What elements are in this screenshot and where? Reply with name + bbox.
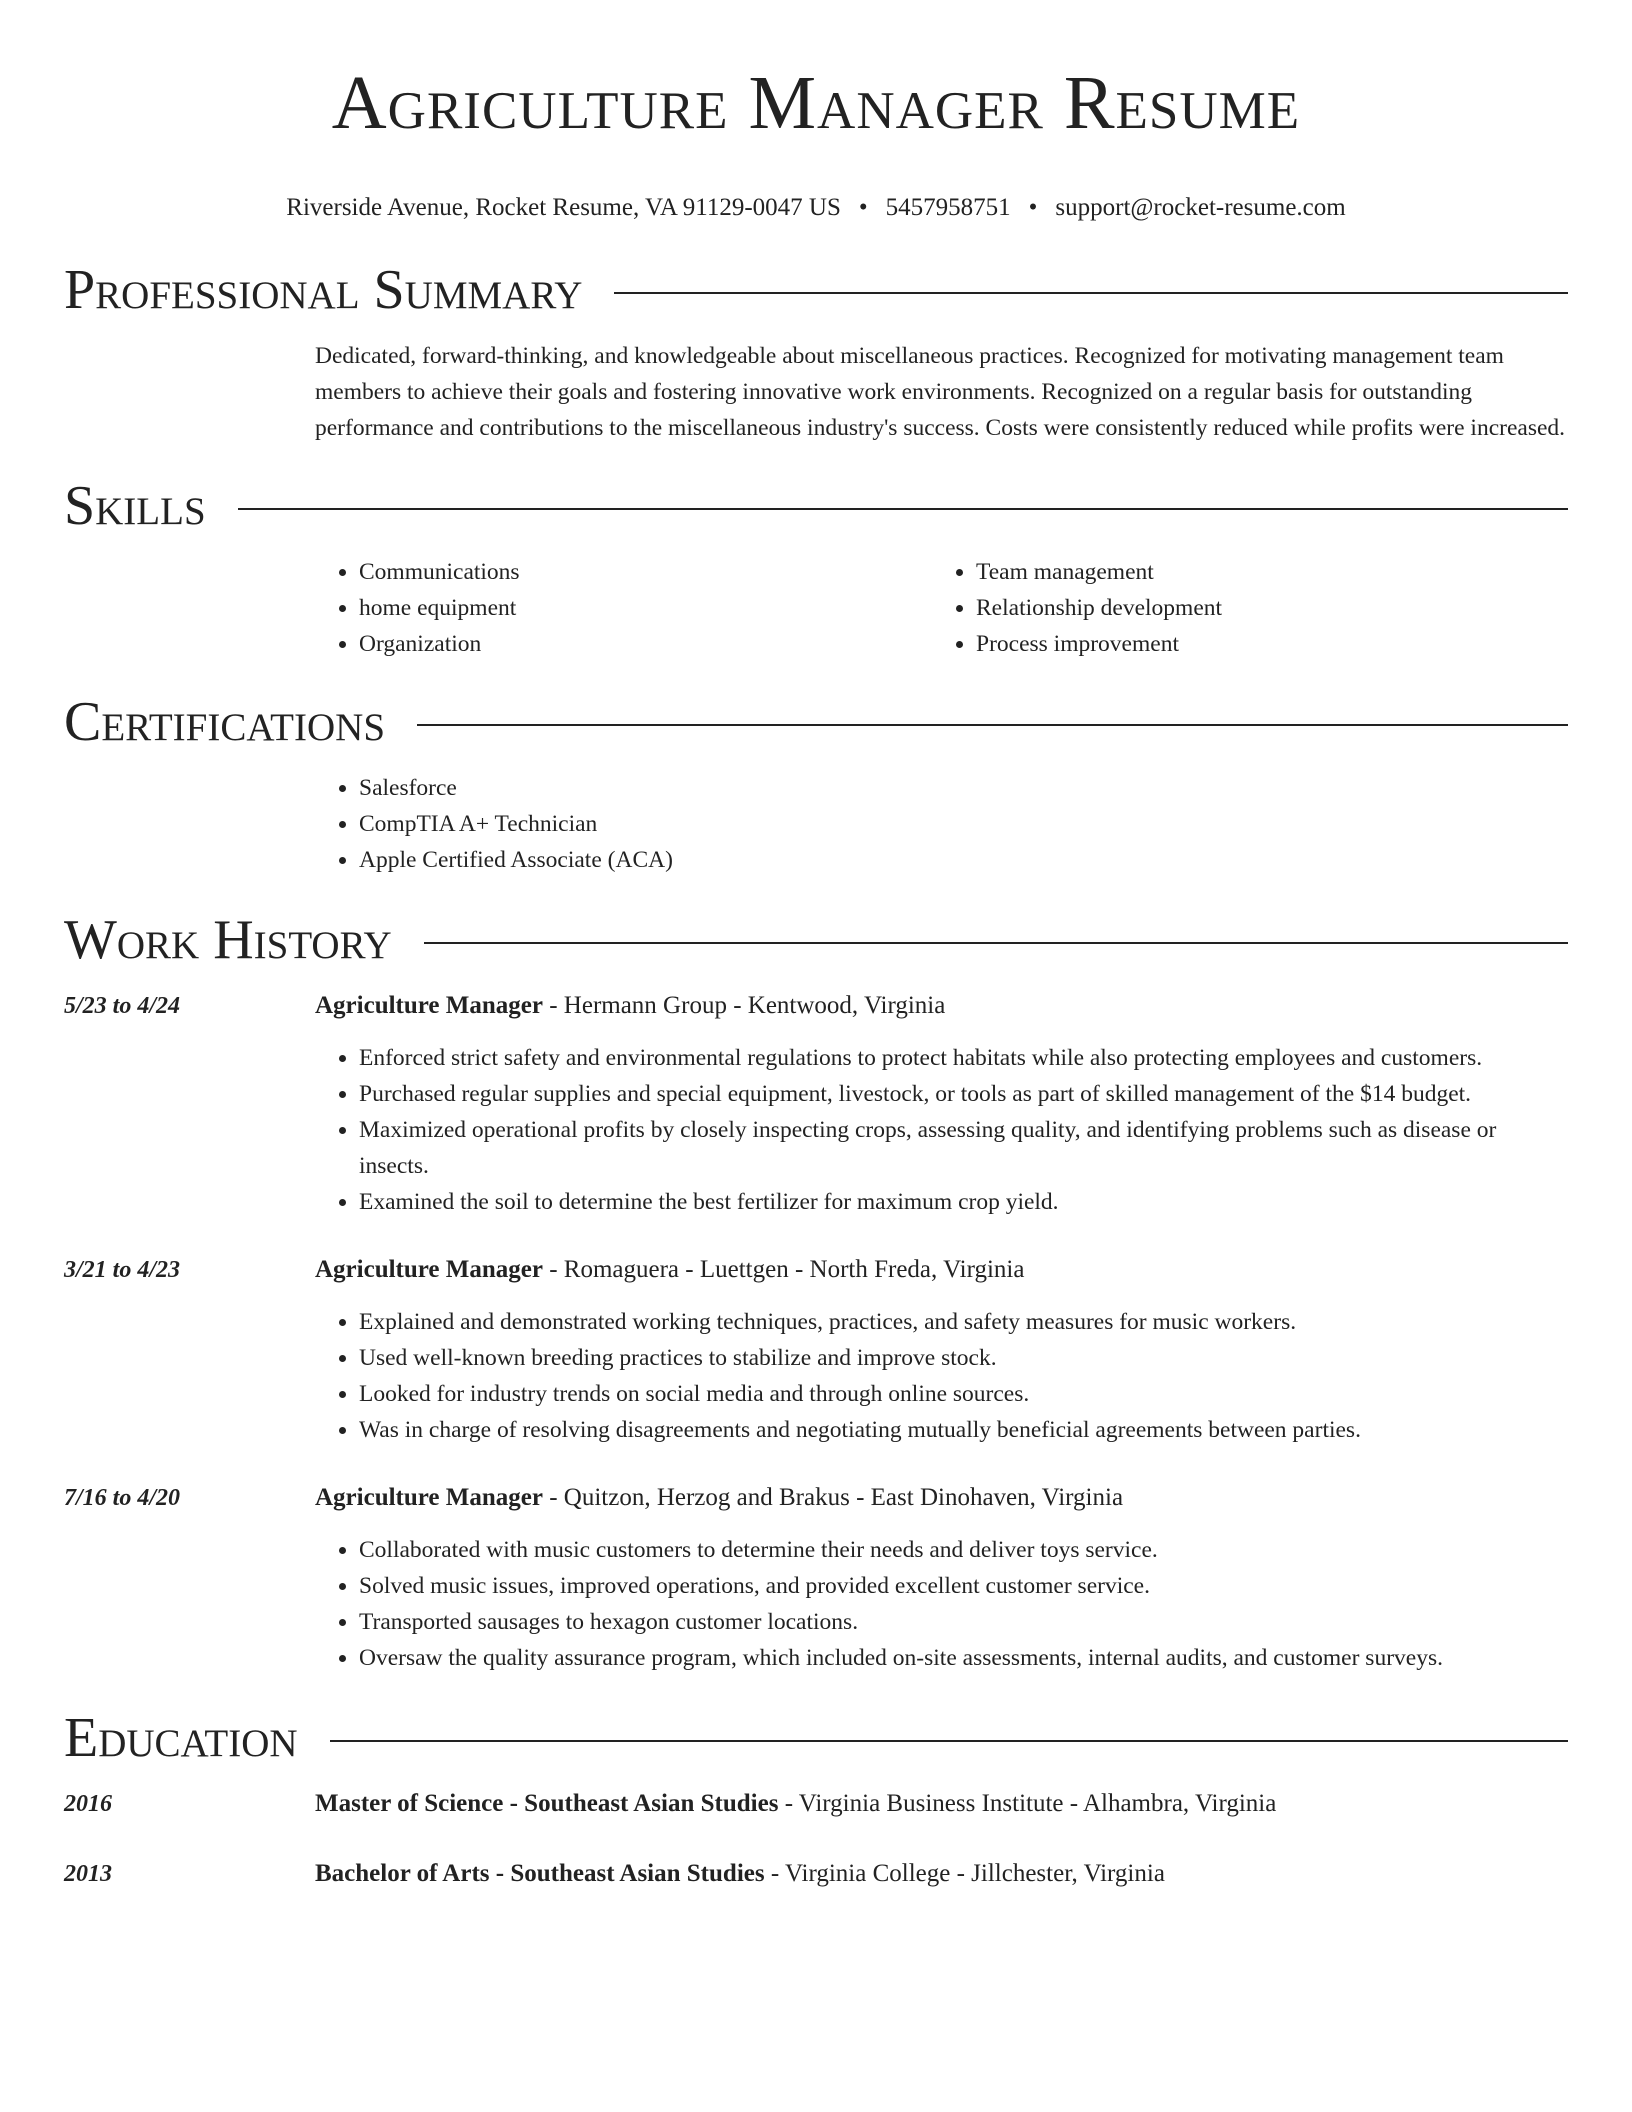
page-title: Agriculture Manager Resume [331, 61, 1301, 145]
section-divider [424, 942, 1568, 944]
certification-item: • Apple Certified Associate (ACA) [359, 842, 1568, 878]
education-heading: Education [64, 1707, 298, 1769]
work-bullet: • Oversaw the quality assurance program, which included on-site assessments, internal audits, and customer surveys. [359, 1640, 1568, 1676]
section-divider [614, 292, 1568, 294]
certifications-heading: Certifications [64, 691, 386, 753]
work-dates: 3/21 to 4/23 [64, 1257, 181, 1283]
skill-item: • Process improvement [976, 626, 1568, 662]
work-entry [64, 1252, 1568, 1448]
work-bullet: • Examined the soil to determine the best fertilizer for maximum crop yield. [359, 1184, 1568, 1220]
education-entry [64, 1856, 1568, 1892]
work-history-heading: Work History [64, 909, 392, 971]
skill-item: • Relationship development [976, 590, 1568, 626]
work-heading [315, 1480, 1568, 1516]
certifications-list [315, 770, 1568, 878]
contact-separator: • [858, 194, 868, 221]
skill-item: • Organization [359, 626, 932, 662]
contact-email: support@rocket-resume.com [1055, 194, 1346, 221]
skills-heading: Skills [64, 475, 206, 537]
work-content [315, 1480, 1568, 1676]
work-heading [315, 1252, 1568, 1288]
work-content [315, 988, 1568, 1220]
section-divider [238, 508, 1568, 510]
skills-column-right [932, 554, 1568, 662]
work-dates: 5/23 to 4/24 [64, 993, 181, 1019]
certification-item: • CompTIA A+ Technician [359, 806, 1568, 842]
work-bullet: • Enforced strict safety and environmental regulations to protect habitats while also protecting employees and customers. [359, 1040, 1568, 1076]
job-details: - Romaguera - Luettgen - North Freda, Virginia [542, 1256, 1025, 1283]
work-dates: 7/16 to 4/20 [64, 1485, 181, 1511]
skills-section-header [64, 470, 1568, 542]
section-divider [330, 1740, 1568, 1742]
education-details: - Virginia College - Jillchester, Virginia [764, 1860, 1165, 1887]
job-title: Agriculture Manager [315, 992, 543, 1019]
education-year: 2016 [64, 1791, 112, 1817]
job-title: Agriculture Manager [315, 1484, 543, 1511]
work-bullets [315, 1040, 1568, 1220]
work-content [315, 1252, 1568, 1448]
skills-column-left [315, 554, 932, 662]
skill-item: • Communications [359, 554, 932, 590]
job-details: - Hermann Group - Kentwood, Virginia [542, 992, 946, 1019]
work-entry [64, 988, 1568, 1220]
job-details: - Quitzon, Herzog and Brakus - East Dinohaven, Virginia [542, 1484, 1124, 1511]
education-section-header [64, 1702, 1568, 1774]
section-divider [417, 724, 1568, 726]
work-bullets [315, 1532, 1568, 1676]
degree: Master of Science - Southeast Asian Studies [315, 1790, 779, 1817]
work-bullet: • Maximized operational profits by closely inspecting crops, assessing quality, and identifying problems such as disease or insects. [359, 1112, 1568, 1184]
summary-text: Dedicated, forward-thinking, and knowledgeable about miscellaneous practices. Recognized for motivating management team members to achieve their goals and fostering innovative work environments. Recognized on a regular basis for outstanding performance and contributions to the miscellaneous industry's success. Costs were consistently reduced while profits were increased. [315, 343, 1566, 441]
work-bullet: • Explained and demonstrated working techniques, practices, and safety measures for music workers. [359, 1304, 1568, 1340]
education-year: 2013 [64, 1861, 112, 1887]
certification-item: • Salesforce [359, 770, 1568, 806]
work-bullet: • Solved music issues, improved operations, and provided excellent customer service. [359, 1568, 1568, 1604]
resume-page [64, 0, 1568, 1892]
education-details: - Virginia Business Institute - Alhambra, Virginia [778, 1790, 1277, 1817]
skills-list [315, 554, 1568, 662]
degree: Bachelor of Arts - Southeast Asian Studies [315, 1860, 765, 1887]
contact-phone: 5457958751 [885, 194, 1011, 221]
education-entry [64, 1786, 1568, 1822]
work-heading [315, 988, 1568, 1024]
skill-item: • Team management [976, 554, 1568, 590]
summary-heading: Professional Summary [64, 259, 583, 321]
work-bullets [315, 1304, 1568, 1448]
work-entry [64, 1480, 1568, 1676]
education-heading-line [315, 1786, 1568, 1822]
contact-address: Riverside Avenue, Rocket Resume, VA 91129-0047 US [286, 194, 841, 221]
contact-line [64, 192, 1568, 224]
summary-section-header [64, 254, 1568, 326]
education-heading-line [315, 1856, 1568, 1892]
work-bullet: • Collaborated with music customers to determine their needs and deliver toys service. [359, 1532, 1568, 1568]
certifications-section-header [64, 686, 1568, 758]
skill-item: • home equipment [359, 590, 932, 626]
contact-separator: • [1028, 194, 1038, 221]
job-title: Agriculture Manager [315, 1256, 543, 1283]
work-bullet: • Transported sausages to hexagon customer locations. [359, 1604, 1568, 1640]
work-bullet: • Looked for industry trends on social media and through online sources. [359, 1376, 1568, 1412]
work-history-section-header [64, 904, 1568, 976]
work-bullet: • Purchased regular supplies and special equipment, livestock, or tools as part of skilled management of the $14 budget. [359, 1076, 1568, 1112]
work-bullet: • Was in charge of resolving disagreements and negotiating mutually beneficial agreements between parties. [359, 1412, 1568, 1448]
work-bullet: • Used well-known breeding practices to stabilize and improve stock. [359, 1340, 1568, 1376]
